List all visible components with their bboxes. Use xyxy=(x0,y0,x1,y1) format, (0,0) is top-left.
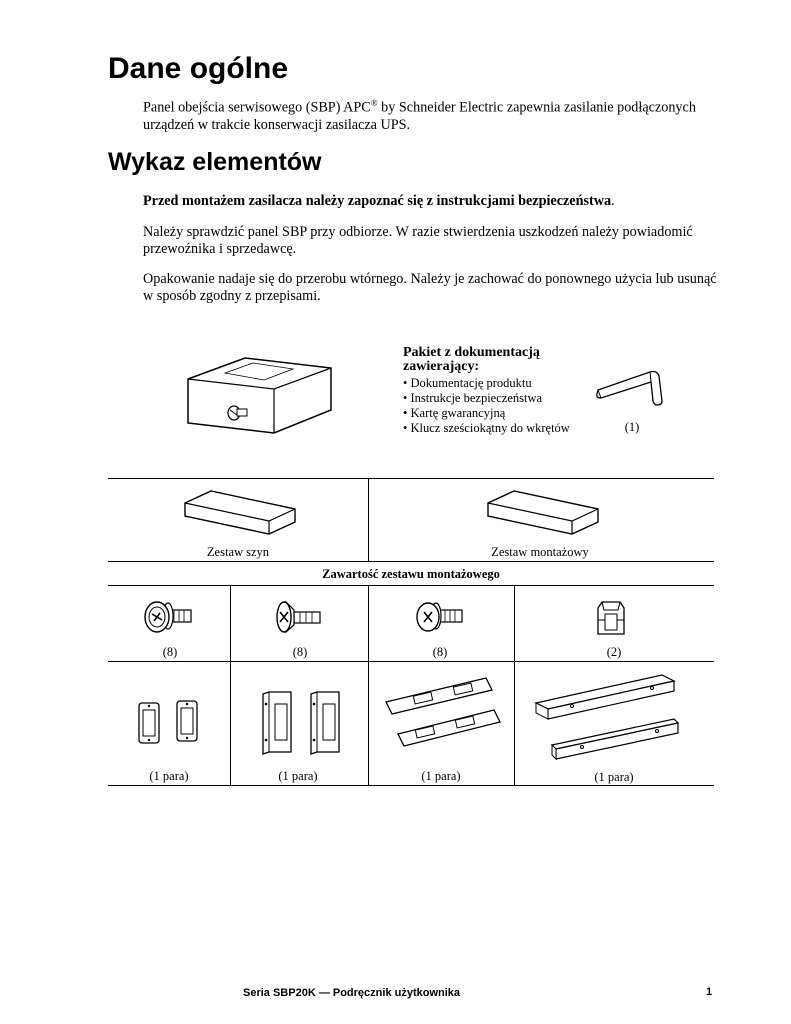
hardware-count: (8) xyxy=(432,645,448,659)
screw-washer-icon xyxy=(143,598,195,636)
mounting-kit-label: Zestaw montażowy xyxy=(491,545,589,559)
table-divider xyxy=(108,585,714,586)
flat-head-screw-icon xyxy=(272,600,324,636)
table-divider xyxy=(368,585,369,785)
table-divider xyxy=(230,585,231,785)
documentation-item: • Dokumentację produktu xyxy=(403,376,532,390)
cage-nut-icon xyxy=(594,600,628,636)
small-plate-pair-icon xyxy=(137,697,203,747)
intro-text-2: by Schneider Electric zapewnia zasilanie podłączonych urządzeń w trakcie konserwacji zasilacza UPS. xyxy=(143,99,696,133)
page-title: Dane ogólne xyxy=(108,52,289,85)
bracket-count: (1 para) xyxy=(421,769,461,783)
bracket-count: (1 para) xyxy=(149,769,189,783)
rail-kit-label: Zestaw szyn xyxy=(206,545,270,559)
section-title: Wykaz elementów xyxy=(108,148,322,176)
table-top-border xyxy=(108,478,714,479)
intro-text-1: Panel obejścia serwisowego (SBP) APC xyxy=(143,99,371,116)
horizontal-plate-pair-icon xyxy=(384,676,502,762)
angle-rail-pair-icon xyxy=(532,673,682,765)
bracket-count: (1 para) xyxy=(594,770,634,784)
mounting-kit-contents-title: Zawartość zestawu montażowego xyxy=(322,567,500,581)
documentation-item: • Instrukcje bezpieczeństwa xyxy=(403,391,543,405)
hardware-count: (2) xyxy=(606,645,622,659)
safety-paragraph xyxy=(143,193,718,210)
table-divider xyxy=(108,561,714,562)
bracket-count: (1 para) xyxy=(278,769,318,783)
safety-warning: Przed montażem zasilacza należy zapoznać się z instrukcjami bezpieczeństwa xyxy=(143,193,612,209)
footer-title: Seria SBP20K — Podręcznik użytkownika xyxy=(243,987,461,999)
inspection-paragraph: Należy sprawdzić panel SBP przy odbiorze. W razie stwierdzenia uszkodzeń należy powiadomić przewoźnika i sprzedawcę. xyxy=(143,224,693,257)
intro-paragraph xyxy=(143,95,718,134)
documentation-pack-list xyxy=(403,376,603,436)
hex-key-icon xyxy=(595,368,665,408)
pan-head-screw-icon xyxy=(414,598,466,636)
rail-kit-illustration xyxy=(183,489,298,537)
vertical-bracket-pair-icon xyxy=(259,690,343,756)
page-number: 1 xyxy=(706,986,713,998)
mounting-kit-illustration xyxy=(486,489,601,537)
documentation-pack xyxy=(403,346,603,436)
documentation-item: • Klucz sześciokątny do wkrętów xyxy=(403,421,570,435)
table-divider xyxy=(368,478,369,561)
table-divider xyxy=(108,661,714,662)
packaging-paragraph: Opakowanie nadaje się do przerobu wtórnego. Należy je zachować do ponownego użycia lub usunąć w sposób zgodny z przepisami. xyxy=(143,271,717,304)
hardware-count: (8) xyxy=(162,645,178,659)
sbp-unit-illustration xyxy=(185,355,335,435)
safety-period: . xyxy=(611,193,615,209)
hex-key-count: (1) xyxy=(624,420,640,434)
hardware-count: (8) xyxy=(292,645,308,659)
table-divider xyxy=(514,585,515,785)
documentation-item: • Kartę gwarancyjną xyxy=(403,406,506,420)
table-bottom-border xyxy=(108,785,714,786)
documentation-pack-title: Pakiet z dokumentacją zawierający: xyxy=(403,345,540,374)
registered-mark: ® xyxy=(370,98,378,108)
